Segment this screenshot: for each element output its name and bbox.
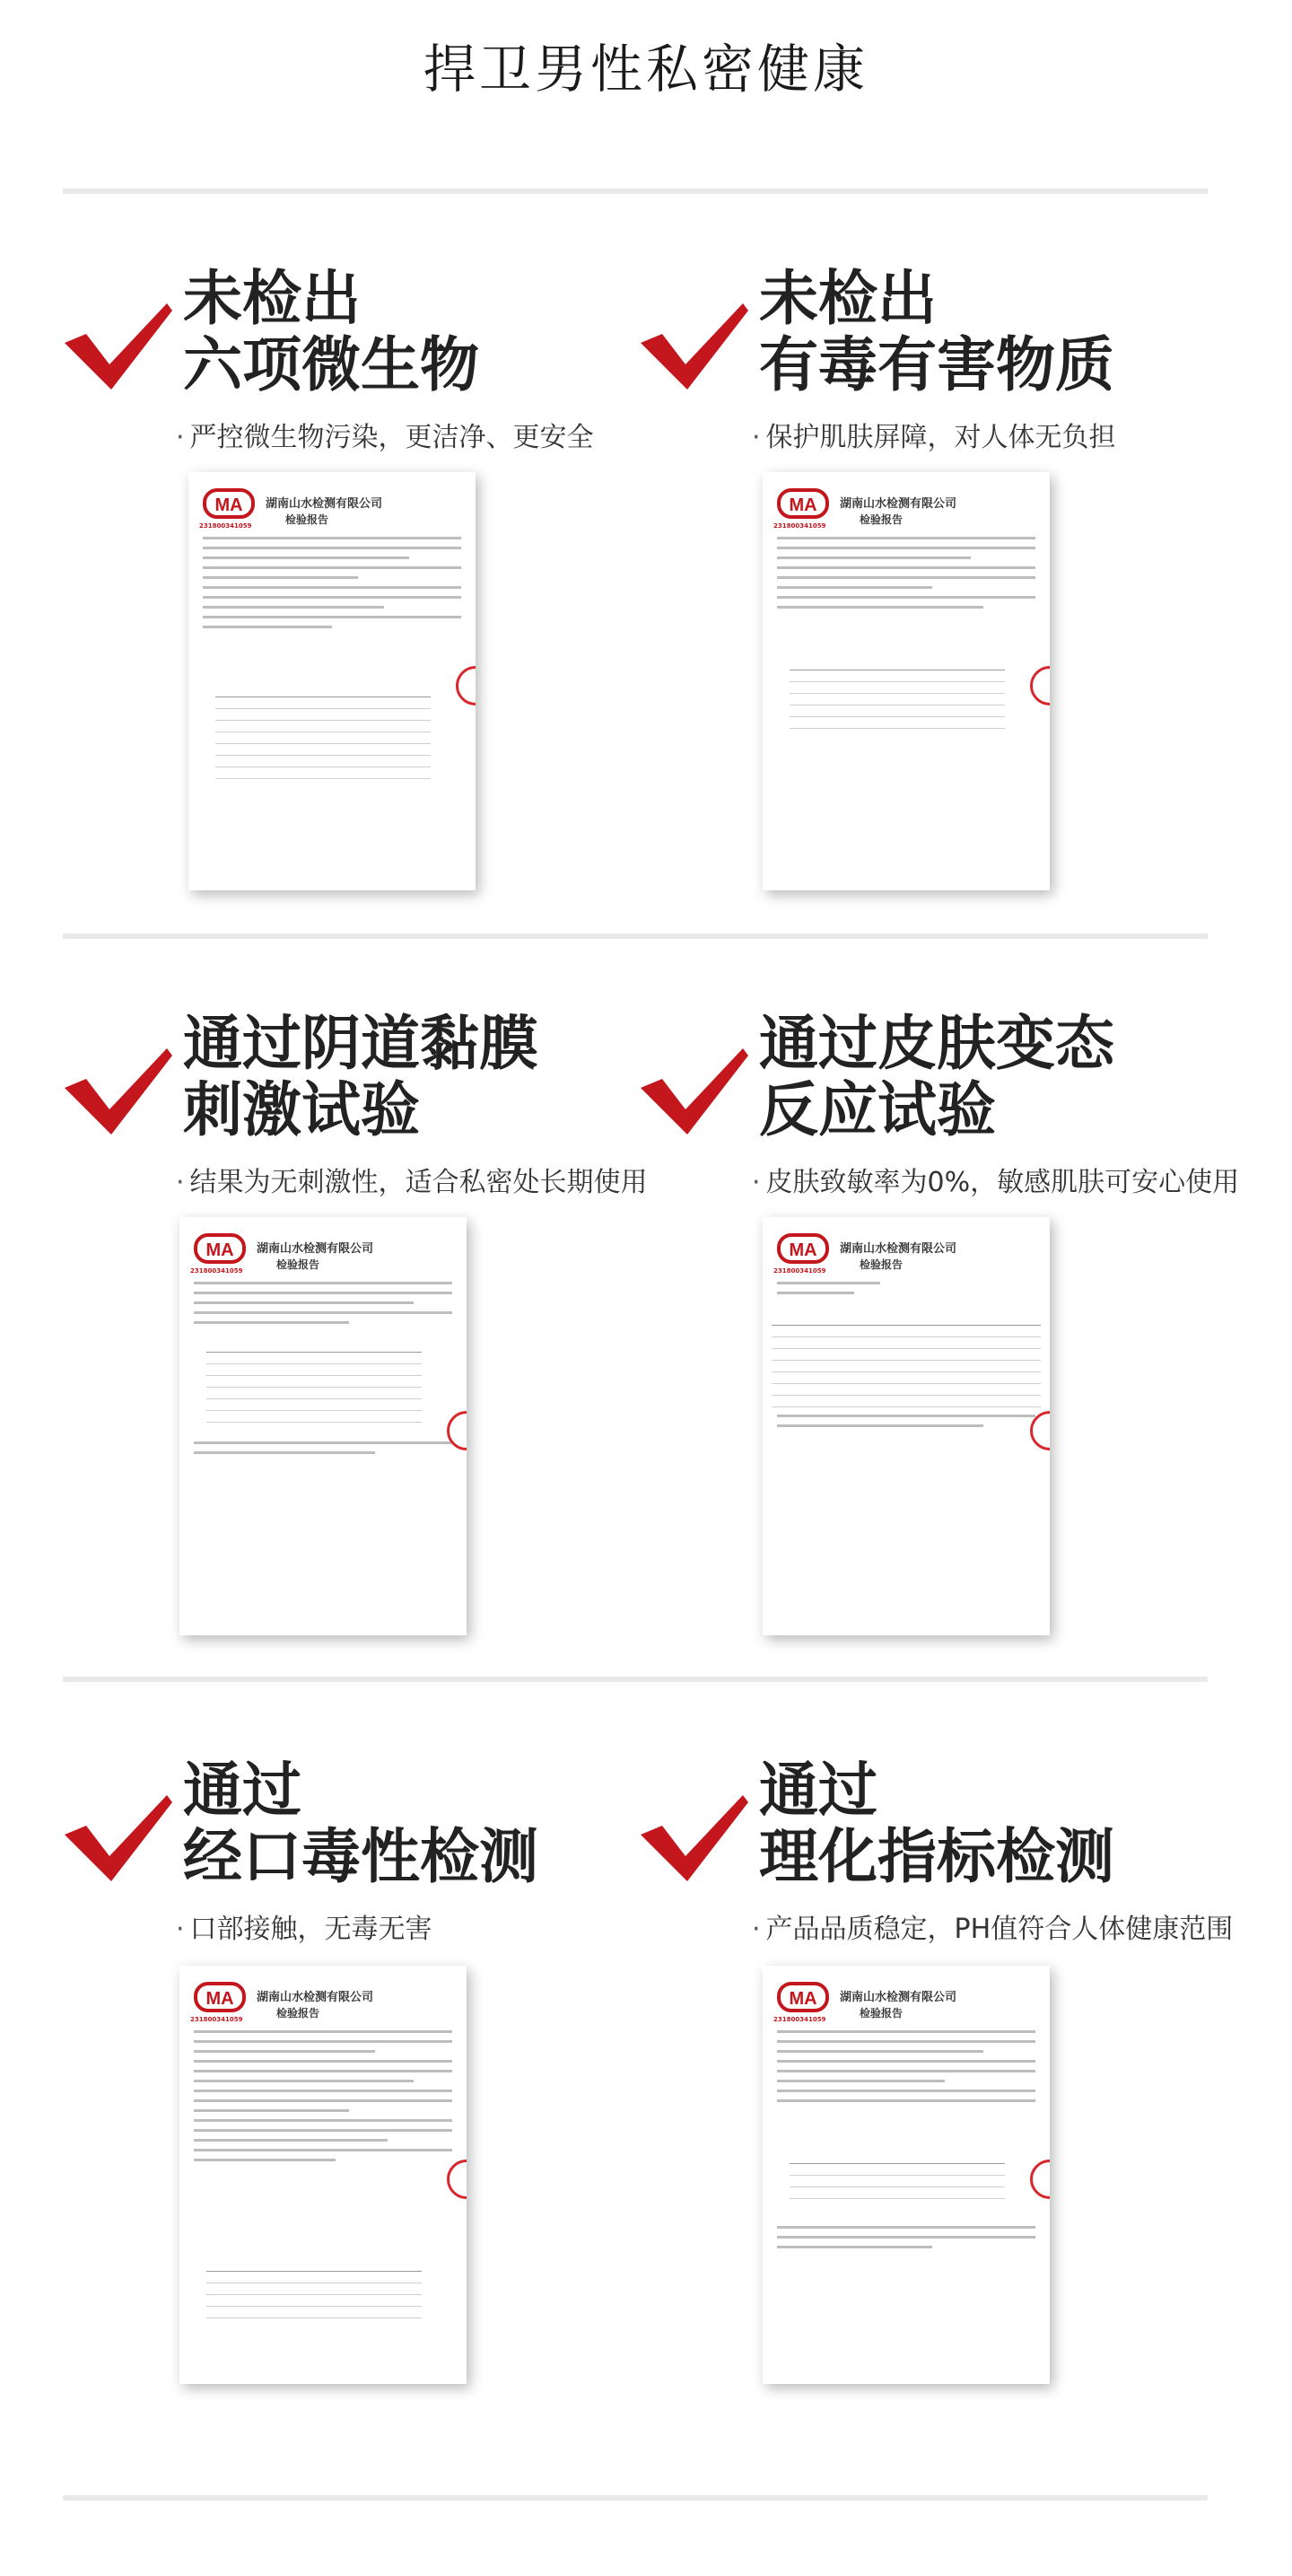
feature-subtitle: · 产品品质稳定，PH值符合人体健康范围 xyxy=(752,1906,1233,1946)
divider xyxy=(63,933,1208,939)
svg-text:MA: MA xyxy=(789,495,817,515)
page-title: 捍卫男性私密健康 xyxy=(423,39,869,100)
feature-heading: 通过阴道黏膜 刺激试验 xyxy=(183,1009,538,1144)
checkmark-icon xyxy=(63,1793,174,1883)
svg-text:MA: MA xyxy=(205,1989,234,2009)
report-title: 检验报告 xyxy=(860,513,904,526)
ma-logo xyxy=(194,1231,246,1267)
cert-number: 231800341059 xyxy=(773,522,826,530)
cert-number: 231800341059 xyxy=(199,522,252,530)
report-company: 湖南山水检测有限公司 xyxy=(840,1991,957,2004)
ma-logo xyxy=(203,486,255,522)
feature-subtitle: · 皮肤致敏率为0%，敏感肌肤可安心使用 xyxy=(752,1160,1239,1199)
checkmark-icon xyxy=(639,302,750,391)
stamp-seal xyxy=(456,666,476,705)
svg-text:MA: MA xyxy=(205,1240,234,1260)
divider xyxy=(63,2495,1208,2501)
cert-number: 231800341059 xyxy=(190,2016,243,2023)
report-company: 湖南山水检测有限公司 xyxy=(257,1242,374,1256)
test-report-image xyxy=(188,472,476,890)
report-company: 湖南山水检测有限公司 xyxy=(840,497,957,511)
feature-heading: 通过 理化指标检测 xyxy=(759,1756,1114,1891)
feature-subtitle: · 保护肌肤屏障，对人体无负担 xyxy=(752,415,1116,454)
cert-number: 231800341059 xyxy=(190,1267,243,1275)
report-company: 湖南山水检测有限公司 xyxy=(840,1242,957,1256)
report-title: 检验报告 xyxy=(860,2007,904,2020)
ma-logo xyxy=(777,1980,829,2016)
ma-logo xyxy=(777,1231,829,1267)
feature-subtitle: · 严控微生物污染，更洁净、更安全 xyxy=(176,415,594,454)
stamp-seal xyxy=(1030,666,1050,705)
feature-heading: 通过皮肤变态 反应试验 xyxy=(759,1009,1114,1144)
svg-text:MA: MA xyxy=(789,1240,817,1260)
report-title: 检验报告 xyxy=(276,2007,320,2020)
feature-heading: 未检出 有毒有害物质 xyxy=(759,264,1114,399)
divider xyxy=(63,1677,1208,1682)
feature-subtitle: · 口部接触，无毒无害 xyxy=(176,1906,432,1946)
test-report-image xyxy=(763,1217,1050,1635)
ma-logo xyxy=(194,1980,246,2016)
checkmark-icon xyxy=(639,1793,750,1883)
test-report-image xyxy=(763,1966,1050,2384)
feature-subtitle: · 结果为无刺激性，适合私密处长期使用 xyxy=(176,1160,648,1199)
report-title: 检验报告 xyxy=(276,1258,320,1271)
test-report-image xyxy=(179,1966,467,2384)
test-report-image xyxy=(179,1217,467,1635)
cert-number: 231800341059 xyxy=(773,2016,826,2023)
report-title: 检验报告 xyxy=(860,1258,904,1271)
report-company: 湖南山水检测有限公司 xyxy=(257,1991,374,2004)
checkmark-icon xyxy=(639,1047,750,1136)
svg-text:MA: MA xyxy=(789,1989,817,2009)
test-report-image xyxy=(763,472,1050,890)
cert-number: 231800341059 xyxy=(773,1267,826,1275)
report-title: 检验报告 xyxy=(285,513,329,526)
ma-logo xyxy=(777,486,829,522)
feature-heading: 未检出 六项微生物 xyxy=(183,264,479,399)
divider xyxy=(63,188,1208,194)
stamp-seal xyxy=(1030,2160,1050,2199)
checkmark-icon xyxy=(63,1047,174,1136)
checkmark-icon xyxy=(63,302,174,391)
svg-text:MA: MA xyxy=(214,495,243,515)
feature-heading: 通过 经口毒性检测 xyxy=(183,1756,538,1891)
report-company: 湖南山水检测有限公司 xyxy=(266,497,383,511)
